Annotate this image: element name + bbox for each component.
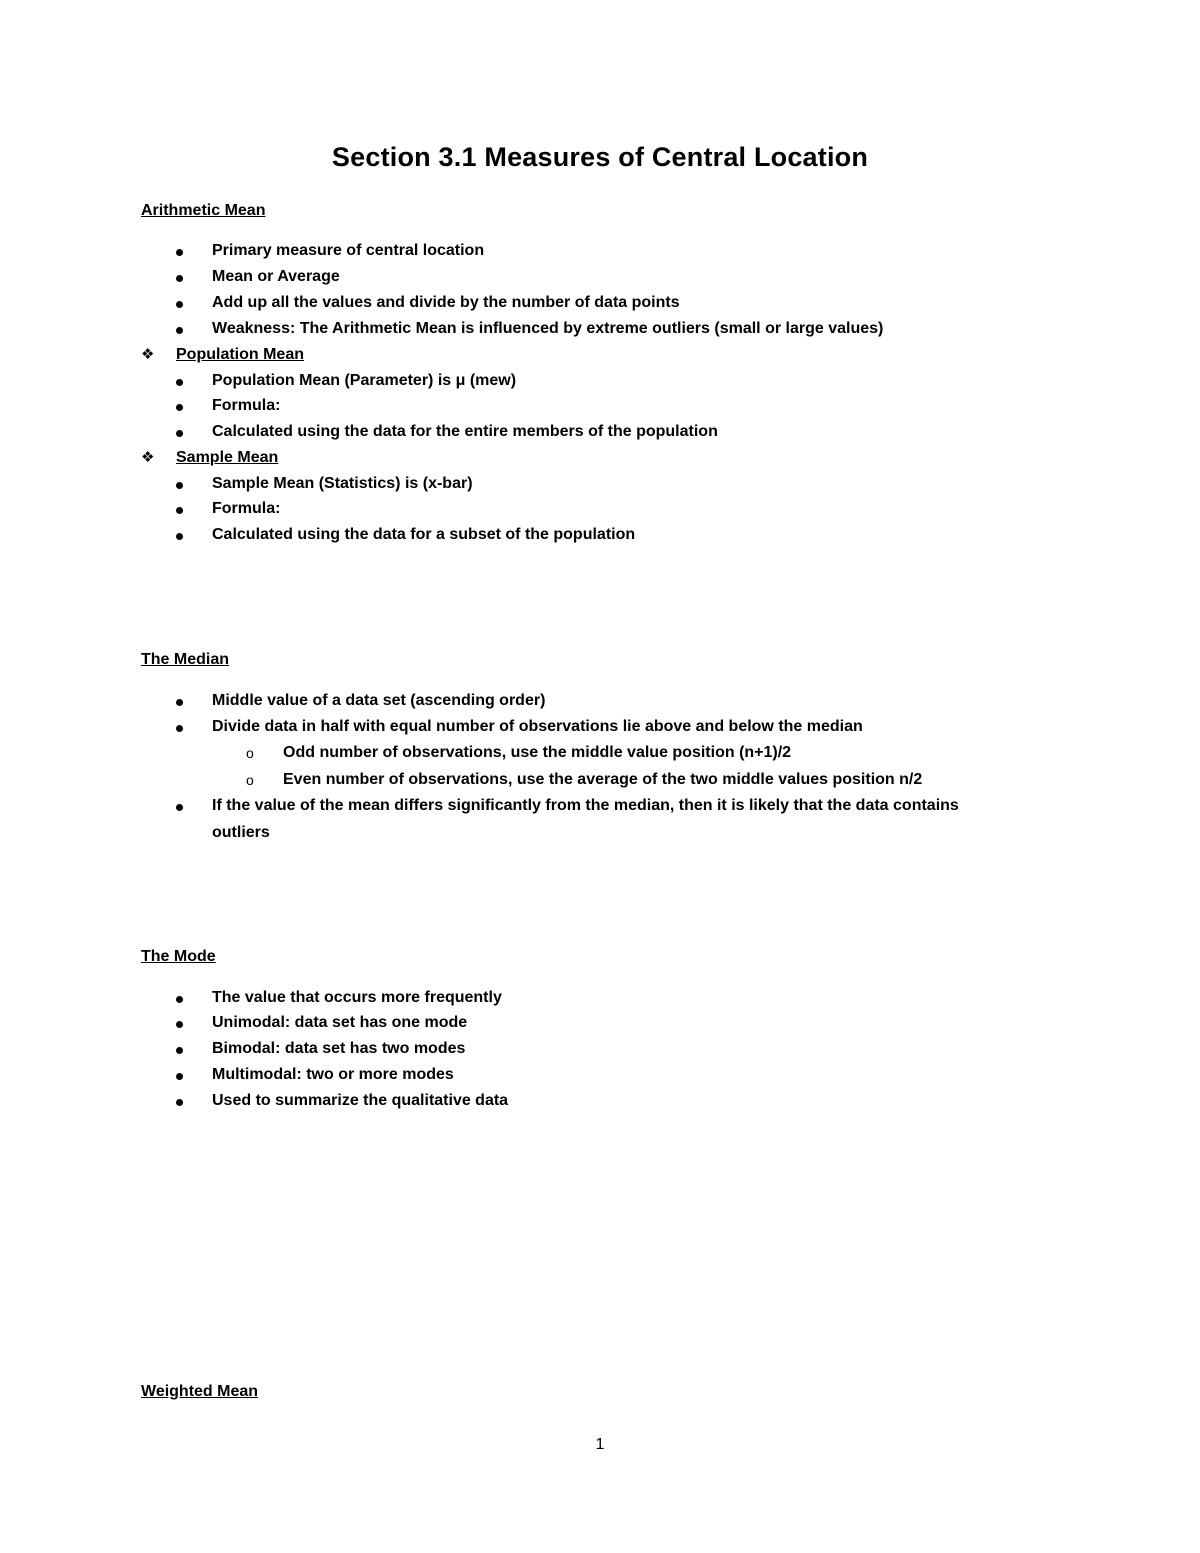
heading-mode: The Mode <box>141 948 216 965</box>
sub-list-item: Even number of observations, use the average of the two middle values position n/2 <box>283 771 923 788</box>
heading-weighted-mean: Weighted Mean <box>141 1383 259 1400</box>
list-item: Population Mean (Parameter) is μ (mew) <box>212 372 517 389</box>
list-item: Unimodal: data set has one mode <box>212 1014 468 1031</box>
sub-list-item: Odd number of observations, use the middle value position (n+1)/2 <box>283 744 792 761</box>
bullet-icon <box>173 476 185 494</box>
list-item-continuation: outliers <box>212 824 270 841</box>
document-title: Section 3.1 Measures of Central Location <box>331 142 869 172</box>
list-item: Calculated using the data for the entire members of the population <box>212 423 718 440</box>
bullet-icon <box>173 1041 185 1059</box>
sub-bullet-icon: o <box>246 772 254 788</box>
list-item: If the value of the mean differs significantly from the median, then it is likely that the data contains <box>212 797 959 814</box>
heading-population-mean: Population Mean <box>176 346 304 363</box>
heading-median: The Median <box>141 651 230 668</box>
list-item: Weakness: The Arithmetic Mean is influenced by extreme outliers (small or large values) <box>212 320 884 337</box>
list-item: Bimodal: data set has two modes <box>212 1040 466 1057</box>
heading-sample-mean: Sample Mean <box>176 449 279 466</box>
bullet-icon <box>173 398 185 416</box>
list-item: Primary measure of central location <box>212 242 485 259</box>
bullet-icon <box>173 243 185 261</box>
list-item: Used to summarize the qualitative data <box>212 1092 509 1109</box>
bullet-icon <box>173 373 185 391</box>
bullet-icon <box>173 693 185 711</box>
bullet-icon <box>173 269 185 287</box>
bullet-icon <box>173 321 185 339</box>
list-item: Mean or Average <box>212 268 340 285</box>
list-item: Formula: <box>212 397 281 414</box>
list-item: Formula: <box>212 500 281 517</box>
sub-bullet-icon: o <box>246 745 254 761</box>
list-item: Add up all the values and divide by the number of data points <box>212 294 680 311</box>
bullet-icon <box>173 501 185 519</box>
bullet-icon <box>173 990 185 1008</box>
heading-arithmetic-mean: Arithmetic Mean <box>141 202 266 219</box>
bullet-icon <box>173 798 185 816</box>
list-item: Multimodal: two or more modes <box>212 1066 454 1083</box>
diamond-bullet-icon: ❖ <box>141 346 155 363</box>
list-item: Divide data in half with equal number of observations lie above and below the median <box>212 718 863 735</box>
bullet-icon <box>173 1067 185 1085</box>
list-item: Sample Mean (Statistics) is (x-bar) <box>212 475 473 492</box>
bullet-icon <box>173 719 185 737</box>
bullet-icon <box>173 1015 185 1033</box>
bullet-icon <box>173 527 185 545</box>
list-item: The value that occurs more frequently <box>212 989 502 1006</box>
diamond-bullet-icon: ❖ <box>141 449 155 466</box>
list-item: Calculated using the data for a subset of the population <box>212 526 636 543</box>
bullet-icon <box>173 1093 185 1111</box>
page-number: 1 <box>595 1436 605 1453</box>
list-item: Middle value of a data set (ascending order) <box>212 692 546 709</box>
bullet-icon <box>173 424 185 442</box>
bullet-icon <box>173 295 185 313</box>
